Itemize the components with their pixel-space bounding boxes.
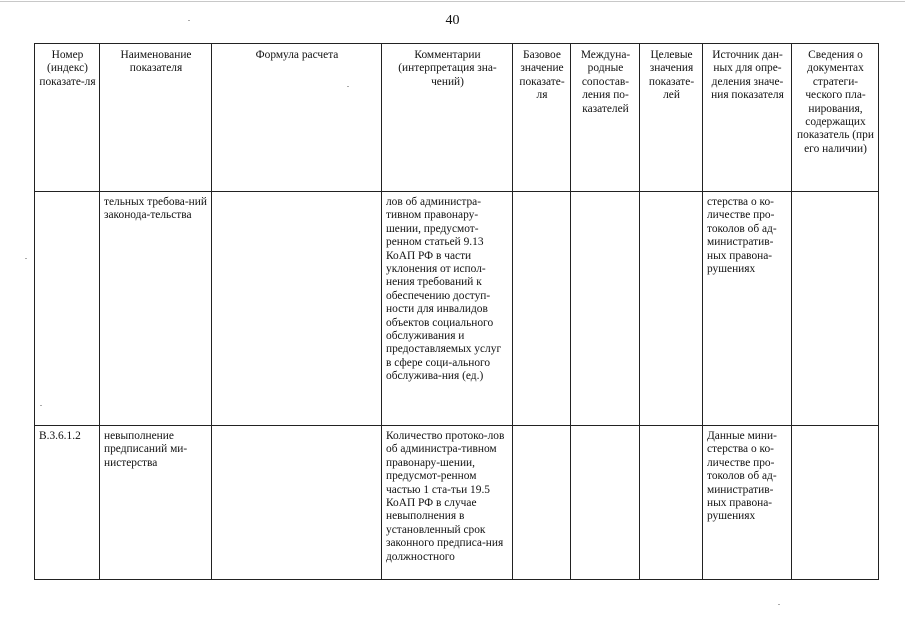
- scan-speck: [188, 20, 190, 21]
- table-row: [35, 192, 879, 426]
- cell-formula: [212, 426, 382, 580]
- table-row: [35, 426, 879, 580]
- cell-planning-docs: [792, 426, 879, 580]
- header-comment: Комментарии (интерпретация зна-чений): [382, 44, 513, 192]
- cell-comment: лов об администра-тивном правонару-шении, предусмот-ренном статьей 9.13 КоАП РФ в части уклонения от испол-нения требований к обеспечению доступ-ности для инвалидов объектов социального обслуживания и предоставляемых услуг в сфере соци-ального обслужива-ния (ед.): [382, 192, 513, 426]
- cell-base-value: [513, 426, 571, 580]
- table-header-row: [35, 44, 879, 192]
- header-planning-docs: Сведения о документах стратеги-ческого пла-нирования, содержащих показатель (при его наличии): [792, 44, 879, 192]
- cell-comment: Количество протоко-лов об администра-тивном правонару-шении, предусмот-ренном частью 1 ста-тьи 19.5 КоАП РФ в случае невыполнения в установленный срок законного предписа-ния должностного: [382, 426, 513, 580]
- cell-formula: [212, 192, 382, 426]
- scan-speck: [40, 405, 42, 406]
- cell-data-source: стерства о ко-личестве про-токолов об ад-министратив-ных правона-рушениях: [703, 192, 792, 426]
- header-target-values: Целевые значения показате-лей: [640, 44, 703, 192]
- cell-target-values: [640, 192, 703, 426]
- scan-speck: [778, 604, 780, 605]
- header-name: Наименование показателя: [100, 44, 212, 192]
- header-base-value: Базовое значение показате-ля: [513, 44, 571, 192]
- indicator-table: [34, 43, 879, 580]
- cell-target-values: [640, 426, 703, 580]
- header-index: Номер (индекс) показате-ля: [35, 44, 100, 192]
- scan-speck: [25, 258, 27, 259]
- cell-international: [571, 426, 640, 580]
- page-number: 40: [445, 13, 460, 28]
- cell-index: В.3.6.1.2: [35, 426, 100, 580]
- cell-name: тельных требова-ний законода-тельства: [100, 192, 212, 426]
- header-data-source: Источник дан-ных для опре-деления значе-ния показателя: [703, 44, 792, 192]
- scan-edge-line: [0, 1, 905, 2]
- cell-index: [35, 192, 100, 426]
- cell-planning-docs: [792, 192, 879, 426]
- scan-speck: [347, 86, 349, 87]
- header-formula: Формула расчета: [212, 44, 382, 192]
- cell-data-source: Данные мини-стерства о ко-личестве про-токолов об ад-министратив-ных правона-рушениях: [703, 426, 792, 580]
- cell-base-value: [513, 192, 571, 426]
- cell-name: невыполнение предписаний ми-нистерства: [100, 426, 212, 580]
- header-international: Междуна-родные сопостав-ления по-казателей: [571, 44, 640, 192]
- cell-international: [571, 192, 640, 426]
